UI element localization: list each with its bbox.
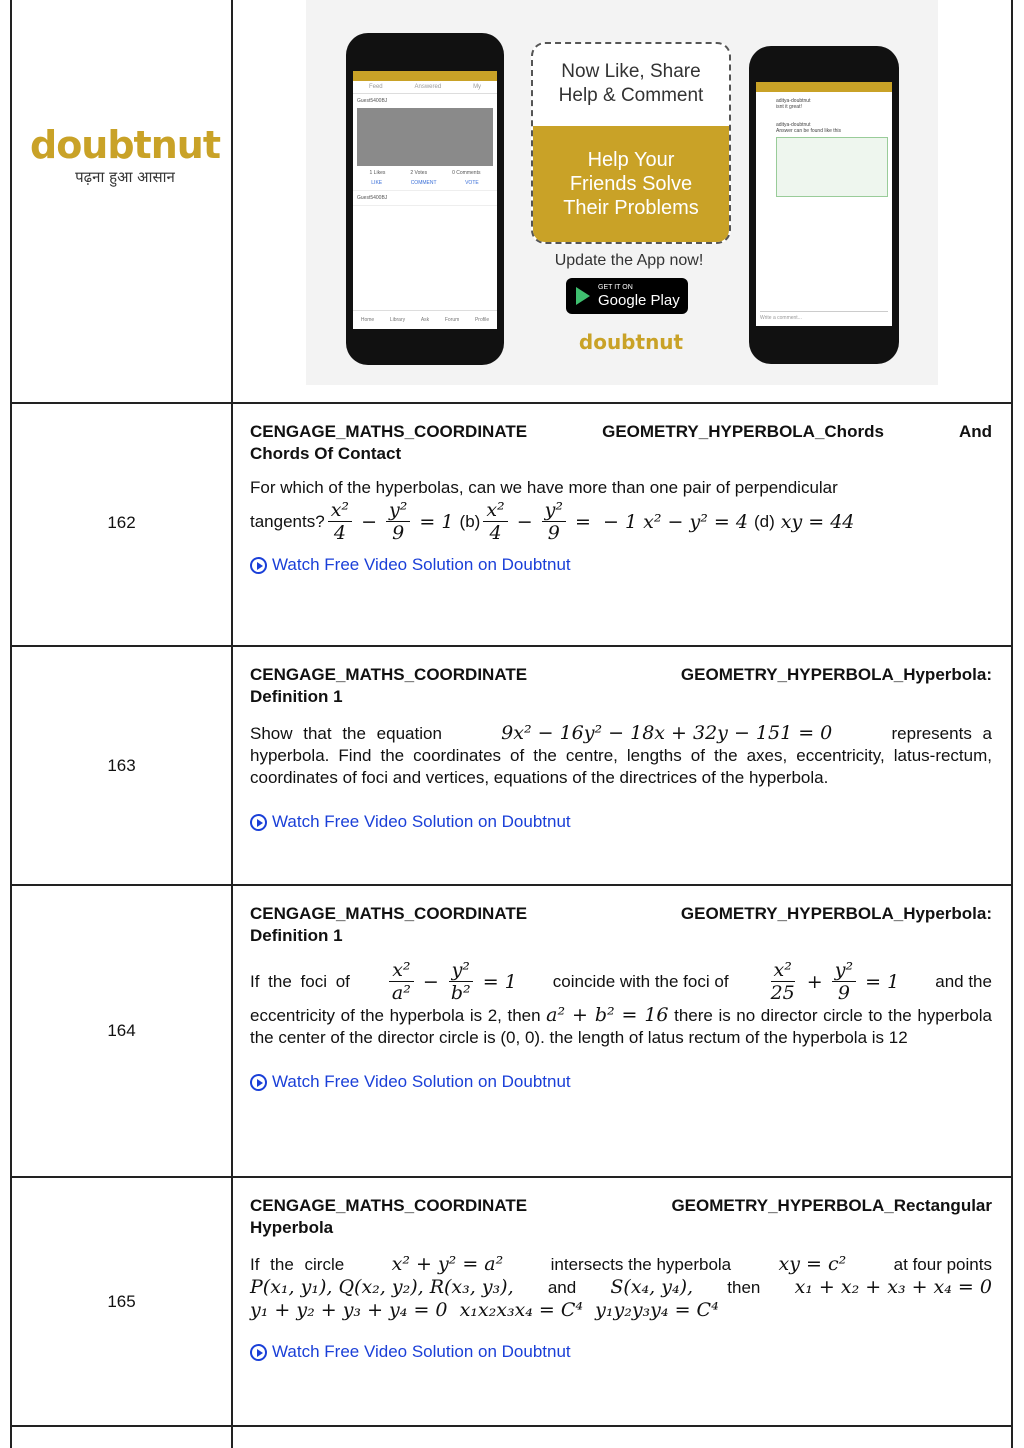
row-number: 164	[107, 1021, 136, 1040]
link-label: Watch Free Video Solution on Doubtnut	[272, 1342, 571, 1361]
callout-line: Now Like, Share	[561, 61, 701, 82]
comment-input: Write a comment...	[760, 311, 888, 324]
row-divider	[10, 1425, 1013, 1427]
question-heading	[250, 664, 992, 686]
option-label: (d)	[753, 511, 775, 531]
phone-screen	[353, 71, 497, 329]
question-options: tangents? $\frac{\text{x²}}{4}$ − $\frac{\text{y²}}{9}$ = 1 (b) $\frac{\text{x²}}{4}$ − $\frac{\text{y²}}{9}$ = − 1 x² − y² = 4 (d) xy = 44	[250, 499, 855, 544]
google-play-label: Google Play	[598, 291, 680, 309]
question-text: hyperbola. Find the coordinates of the centre, lengths of the axes, eccentricity, latus-rectum, coordinates of foci and vertices, equations of the directrices of the hyperbola.	[250, 746, 992, 787]
like-share-text	[533, 44, 729, 124]
phone-screen	[756, 82, 892, 326]
tab-feed: Feed	[368, 84, 383, 90]
question-162	[250, 421, 992, 576]
question-text: and the	[935, 971, 992, 991]
likes-count: 1 Likes	[369, 170, 386, 176]
question-text: For which of the hyperbolas, can we have more than one pair of perpendicular	[250, 478, 838, 497]
chat-user: aditya-doubtnut	[776, 98, 811, 104]
heading-part: CENGAGE_MATHS_COORDINATE	[250, 665, 528, 684]
heading-part: GEOMETRY_HYPERBOLA_Hyperbola:	[680, 665, 992, 684]
question-text: eccentricity of the hyperbola is 2, then	[250, 1006, 541, 1025]
phone-mockup-feed	[346, 33, 504, 365]
nav-home: Home	[360, 317, 375, 323]
math-equation: x₁ + x₂ + x₃ + x₄ = 0	[794, 1276, 992, 1298]
chat-user: aditya-doubtnut	[776, 122, 811, 128]
question-text: represents a	[891, 724, 992, 743]
play-circle-icon	[250, 1344, 267, 1361]
heading-part: And	[958, 422, 992, 441]
math-equation: P(x₁, y₁), Q(x₂, y₂), R(x₃, y₃),	[250, 1276, 514, 1298]
math-equation: a² + b² = 16	[546, 1004, 669, 1026]
callout-line: Help & Comment	[558, 85, 704, 106]
watch-video-link[interactable]	[250, 1071, 992, 1093]
app-promo-banner[interactable]	[306, 0, 938, 385]
math-fraction: $\frac{\text{y²}}{9}$	[386, 499, 410, 544]
chat-message	[756, 92, 892, 116]
row-divider	[10, 645, 1013, 647]
banner-brand-logo: doubtnut	[578, 330, 684, 354]
math-fraction: $\frac{\text{x²}}{4}$	[328, 499, 352, 544]
promo-callout	[531, 42, 731, 244]
chat-text: Answer can be found like this	[776, 128, 842, 134]
post-user: Guest5400BJ	[357, 195, 388, 201]
math-equation: y₁ + y₂ + y₃ + y₄ = 0 x₁x₂x₃x₄ = C⁴ y₁y₂y₃y₄ = C⁴	[250, 1299, 719, 1321]
math-equation: xy = c²	[778, 1253, 847, 1275]
math-fraction: $\frac{\text{x²}}{4}$	[483, 499, 507, 544]
math-fraction: $\frac{\text{y²}}{9}$	[542, 499, 566, 544]
bottom-nav	[353, 310, 497, 329]
math-equation: x² + y² = a²	[391, 1253, 504, 1275]
link-label: Watch Free Video Solution on Doubtnut	[272, 1072, 571, 1091]
question-text: Show that the equation	[250, 724, 442, 743]
heading-part: Definition 1	[250, 926, 343, 945]
heading-part: Chords Of Contact	[250, 444, 402, 463]
question-image	[357, 108, 493, 166]
post-user: Guest5400BJ	[357, 98, 388, 104]
tab-my: My	[473, 84, 482, 90]
row-number: 163	[107, 756, 136, 775]
votes-count: 2 Votes	[410, 170, 428, 176]
question-heading	[250, 903, 992, 925]
link-label: Watch Free Video Solution on Doubtnut	[272, 812, 571, 831]
question-line	[250, 1253, 992, 1276]
column-divider	[231, 0, 233, 1448]
math-fraction: $\frac{\text{x²}}{25}$	[770, 959, 795, 1004]
heading-part: CENGAGE_MATHS_COORDINATE	[250, 422, 528, 441]
get-it-on-label: GET IT ON	[598, 283, 633, 291]
heading-part: Hyperbola	[250, 1218, 334, 1237]
heading-part: GEOMETRY_HYPERBOLA_Chords	[602, 422, 884, 441]
play-circle-icon	[250, 557, 267, 574]
watch-video-link[interactable]	[250, 1341, 992, 1363]
watch-video-link[interactable]	[250, 554, 992, 576]
heading-part: Definition 1	[250, 687, 343, 706]
doubtnut-logo	[30, 125, 220, 187]
nav-profile: Profile	[474, 317, 490, 323]
math-equation: S(x₄, y₄),	[610, 1276, 694, 1298]
status-bar	[756, 82, 892, 92]
callout-line: Friends Solve	[569, 173, 693, 195]
option-label: (b)	[459, 511, 481, 531]
play-circle-icon	[250, 814, 267, 831]
callout-line: Their Problems	[563, 197, 699, 219]
row-divider	[10, 884, 1013, 886]
chat-text: isnt it great!	[776, 104, 802, 110]
nav-library: Library	[389, 317, 406, 323]
chat-message	[756, 116, 892, 203]
comment-action: COMMENT	[410, 180, 437, 186]
question-line	[250, 1276, 992, 1299]
phone-mockup-chat	[749, 46, 899, 364]
callout-line: Help Your	[587, 149, 675, 171]
question-text: at four points	[893, 1255, 992, 1274]
nav-forum: Forum	[444, 317, 460, 323]
question-heading	[250, 421, 992, 443]
watch-video-link[interactable]	[250, 811, 992, 833]
play-store-icon	[576, 287, 590, 305]
row-number: 162	[107, 513, 136, 532]
feed-post	[353, 191, 497, 206]
update-app-text: Update the App now!	[554, 252, 704, 269]
link-label: Watch Free Video Solution on Doubtnut	[272, 555, 571, 574]
heading-part: CENGAGE_MATHS_COORDINATE	[250, 904, 528, 923]
heading-part: GEOMETRY_HYPERBOLA_Hyperbola:	[680, 904, 992, 923]
play-circle-icon	[250, 1074, 267, 1091]
question-text: coincide with the foci of	[552, 971, 729, 991]
logo-brand-b: nut	[150, 123, 221, 167]
question-text: If the circle	[250, 1255, 345, 1274]
question-text-block	[250, 1004, 992, 1049]
question-text: tangents?	[250, 511, 325, 531]
heading-part: GEOMETRY_HYPERBOLA_Rectangular	[671, 1196, 992, 1215]
tab-answered: Answered	[414, 84, 442, 90]
feed-post	[353, 94, 497, 191]
row-divider	[10, 1176, 1013, 1178]
logo-tagline: पढ़ना हुआ आसान	[75, 168, 175, 186]
logo-brand-a: doubt	[30, 123, 151, 167]
question-165	[250, 1195, 992, 1363]
question-line	[250, 722, 992, 745]
row-divider	[10, 402, 1013, 404]
math-equation: 9x² − 16y² − 18x + 32y − 151 = 0	[501, 722, 833, 744]
row-number: 165	[107, 1292, 136, 1311]
math-fraction: $\frac{\text{y²}}{9}$	[832, 959, 856, 1004]
answer-image	[776, 137, 888, 197]
question-line: If the foci of $\frac{\text{x²}}{\text{a²}}$ − $\frac{\text{y²}}{\text{b²}}$ = 1 coincide with the foci of $\frac{\text{x²}}{25}$ + $\frac{\text{y²}}{9}$ = 1 and the	[250, 959, 992, 1004]
question-text: and	[547, 1278, 577, 1297]
math-fraction: $\frac{\text{y²}}{\text{b²}}$	[448, 959, 474, 1004]
feed-tabs	[353, 81, 497, 94]
help-friends-text	[533, 126, 729, 242]
question-text: If the foci of	[250, 971, 350, 991]
status-bar	[353, 71, 497, 81]
heading-part: CENGAGE_MATHS_COORDINATE	[250, 1196, 528, 1215]
nav-ask: Ask	[420, 317, 430, 323]
math-fraction: $\frac{\text{x²}}{\text{a²}}$	[389, 959, 414, 1004]
comments-count: 0 Comments	[452, 170, 481, 176]
question-163	[250, 664, 992, 833]
question-164	[250, 903, 992, 1093]
question-heading	[250, 1195, 992, 1217]
question-text: intersects the hyperbola	[550, 1255, 732, 1274]
question-text: then	[727, 1278, 761, 1297]
google-play-badge[interactable]	[566, 278, 688, 314]
question-text: there is no director circle to the hyperbola the center of the director circle is (0, 0). the length of latus rectum of the hyperbola is 12	[250, 1006, 992, 1047]
like-action: LIKE	[371, 180, 383, 186]
vote-action: VOTE	[465, 180, 479, 186]
